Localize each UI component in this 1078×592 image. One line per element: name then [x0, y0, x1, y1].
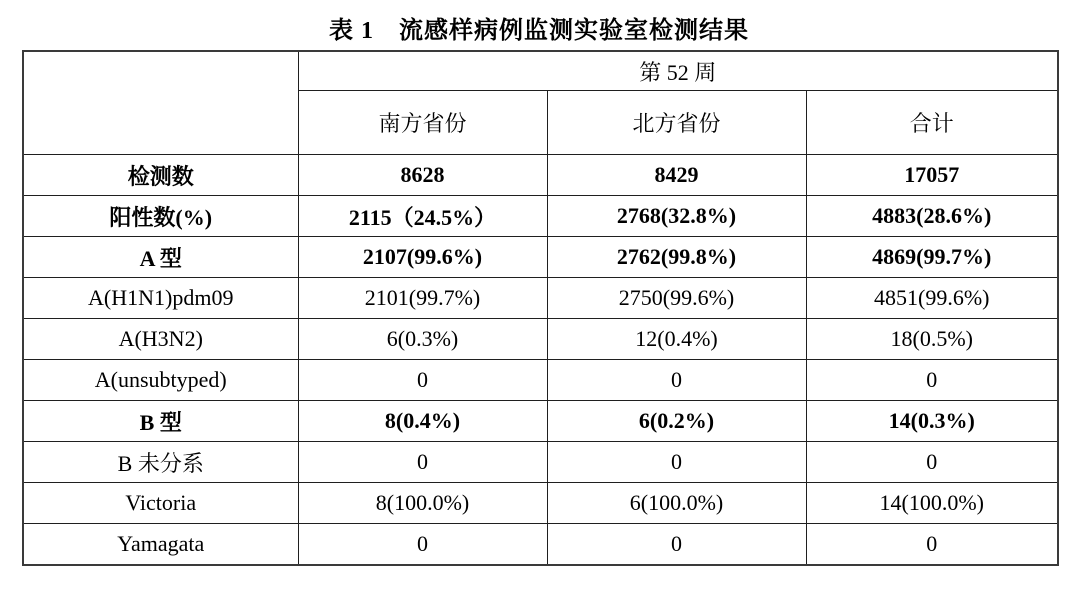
- week-header-cell: 第 52 周: [298, 51, 1058, 91]
- data-cell: 0: [298, 442, 547, 483]
- results-table: [22, 50, 1059, 566]
- table-row: [23, 360, 1058, 401]
- row-label: A(H1N1)pdm09: [23, 278, 298, 319]
- data-cell: 2115（24.5%）: [298, 196, 547, 237]
- data-cell: 2768(32.8%): [547, 196, 806, 237]
- header-row-week: [23, 51, 1058, 91]
- data-cell: 14(0.3%): [806, 401, 1058, 442]
- data-cell: 2101(99.7%): [298, 278, 547, 319]
- table-row: [23, 278, 1058, 319]
- corner-cell: [23, 51, 298, 155]
- table-row: [23, 442, 1058, 483]
- row-label: Yamagata: [23, 524, 298, 566]
- table-row: [23, 237, 1058, 278]
- row-label: A(H3N2): [23, 319, 298, 360]
- data-cell: 6(100.0%): [547, 483, 806, 524]
- row-label: 检测数: [23, 155, 298, 196]
- data-cell: 8628: [298, 155, 547, 196]
- data-cell: 8(100.0%): [298, 483, 547, 524]
- data-cell: 4851(99.6%): [806, 278, 1058, 319]
- data-cell: 0: [298, 360, 547, 401]
- table-row: [23, 196, 1058, 237]
- table-row: [23, 524, 1058, 566]
- row-label: Victoria: [23, 483, 298, 524]
- column-header-south: 南方省份: [298, 91, 547, 155]
- data-cell: 14(100.0%): [806, 483, 1058, 524]
- row-label: 阳性数(%): [23, 196, 298, 237]
- data-cell: 4869(99.7%): [806, 237, 1058, 278]
- data-cell: 0: [298, 524, 547, 566]
- data-cell: 0: [547, 524, 806, 566]
- data-cell: 6(0.2%): [547, 401, 806, 442]
- data-cell: 0: [806, 442, 1058, 483]
- data-cell: 8(0.4%): [298, 401, 547, 442]
- data-cell: 8429: [547, 155, 806, 196]
- table-row: [23, 401, 1058, 442]
- data-cell: 2762(99.8%): [547, 237, 806, 278]
- column-header-total: 合计: [806, 91, 1058, 155]
- table-row: [23, 155, 1058, 196]
- data-cell: 0: [547, 442, 806, 483]
- data-cell: 17057: [806, 155, 1058, 196]
- data-cell: 6(0.3%): [298, 319, 547, 360]
- data-cell: 12(0.4%): [547, 319, 806, 360]
- data-cell: 2107(99.6%): [298, 237, 547, 278]
- table-title: 表 1 流感样病例监测实验室检测结果: [329, 18, 749, 44]
- row-label: B 型: [23, 401, 298, 442]
- data-cell: 0: [806, 360, 1058, 401]
- row-label: B 未分系: [23, 442, 298, 483]
- data-cell: 2750(99.6%): [547, 278, 806, 319]
- data-cell: 4883(28.6%): [806, 196, 1058, 237]
- data-cell: 18(0.5%): [806, 319, 1058, 360]
- row-label: A(unsubtyped): [23, 360, 298, 401]
- column-header-north: 北方省份: [547, 91, 806, 155]
- row-label: A 型: [23, 237, 298, 278]
- table-row: [23, 483, 1058, 524]
- data-cell: 0: [547, 360, 806, 401]
- data-cell: 0: [806, 524, 1058, 566]
- table-row: [23, 319, 1058, 360]
